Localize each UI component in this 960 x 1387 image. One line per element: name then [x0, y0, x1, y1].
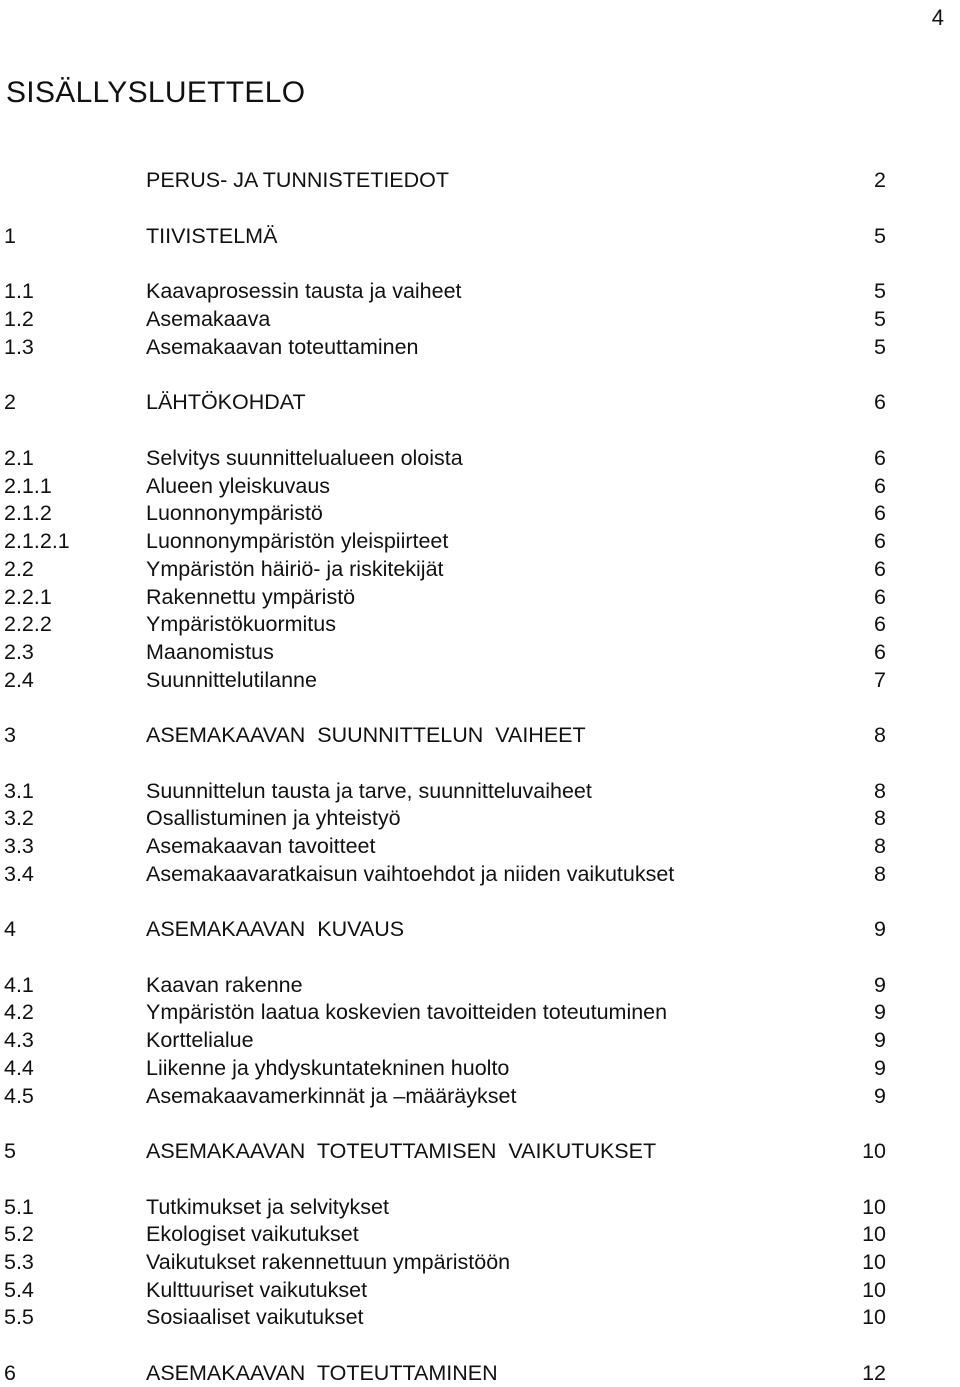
toc-entry[interactable] [0, 915, 960, 943]
toc-entry[interactable] [0, 555, 960, 583]
toc-entry-number: 5 [4, 1139, 16, 1163]
toc-entry-number: 5.5 [4, 1305, 34, 1329]
toc-entry-title: Suunnittelun tausta ja tarve, suunnitteluvaiheet [146, 779, 592, 803]
toc-entry[interactable] [0, 1303, 960, 1331]
toc-entry-number: 3 [4, 723, 16, 747]
toc-entry-page: 9 [874, 1084, 886, 1108]
toc-entry[interactable] [0, 804, 960, 832]
toc-entry-page: 6 [874, 529, 886, 553]
toc-entry[interactable] [0, 166, 960, 194]
toc-entry[interactable] [0, 305, 960, 333]
toc-entry-number: 2 [4, 390, 16, 414]
toc-entry-page: 10 [862, 1305, 886, 1329]
toc-entry-number: 3.3 [4, 834, 34, 858]
toc-entry-page: 9 [874, 1000, 886, 1024]
toc-entry-title: Luonnonympäristö [146, 501, 323, 525]
toc-entry-page: 8 [874, 779, 886, 803]
toc-entry-title: Osallistuminen ja yhteistyö [146, 806, 401, 830]
toc-entry-title: Korttelialue [146, 1028, 254, 1052]
toc-entry-page: 5 [874, 224, 886, 248]
toc-entry-number: 6 [4, 1361, 16, 1385]
toc-entry[interactable] [0, 472, 960, 500]
toc-entry-title: Asemakaava [146, 307, 271, 331]
toc-entry-number: 4.2 [4, 1000, 34, 1024]
toc-entry-page: 2 [874, 168, 886, 192]
toc-entry-number: 5.1 [4, 1195, 34, 1219]
toc-entry-number: 5.2 [4, 1222, 34, 1246]
toc-entry[interactable] [0, 860, 960, 888]
toc-entry-title: Suunnittelutilanne [146, 668, 317, 692]
toc-entry-title: ASEMAKAAVAN KUVAUS [146, 917, 405, 941]
toc-entry-page: 9 [874, 1028, 886, 1052]
toc-entry-title: LÄHTÖKOHDAT [146, 390, 306, 414]
toc-entry-title: Ympäristön häiriö- ja riskitekijät [146, 557, 444, 581]
toc-entry-title: Ekologiset vaikutukset [146, 1222, 359, 1246]
toc-entry-number: 4.5 [4, 1084, 34, 1108]
toc-entry-number: 3.4 [4, 862, 34, 886]
toc-entry-title: Maanomistus [146, 640, 274, 664]
toc-entry-number: 2.1.2.1 [4, 529, 70, 553]
toc-entry-title: Vaikutukset rakennettuun ympäristöön [146, 1250, 511, 1274]
toc-entry[interactable] [0, 388, 960, 416]
toc-entry-page: 5 [874, 335, 886, 359]
toc-entry[interactable] [0, 610, 960, 638]
toc-entry-number: 5.4 [4, 1278, 34, 1302]
toc-entry-number: 1 [4, 224, 16, 248]
toc-entry[interactable] [0, 222, 960, 250]
toc-entry-title: ASEMAKAAVAN TOTEUTTAMINEN [146, 1361, 498, 1385]
toc-entry-number: 4.1 [4, 973, 34, 997]
toc-entry-title: Asemakaavamerkinnät ja –määräykset [146, 1084, 517, 1108]
toc-entry[interactable] [0, 527, 960, 555]
toc-entry-page: 6 [874, 501, 886, 525]
toc-entry-page: 7 [874, 668, 886, 692]
toc-entry-title: Tutkimukset ja selvitykset [146, 1195, 389, 1219]
toc-entry[interactable] [0, 1193, 960, 1221]
toc-entry-title: Selvitys suunnittelualueen oloista [146, 446, 463, 470]
toc-entry-page: 6 [874, 474, 886, 498]
toc-entry[interactable] [0, 1359, 960, 1387]
toc-entry-title: Ympäristökuormitus [146, 612, 336, 636]
toc-entry-number: 2.3 [4, 640, 34, 664]
toc-entry[interactable] [0, 1026, 960, 1054]
toc-entry-number: 3.2 [4, 806, 34, 830]
toc-entry-page: 5 [874, 279, 886, 303]
toc-entry-page: 9 [874, 917, 886, 941]
toc-entry-title: Ympäristön laatua koskevien tavoitteiden toteutuminen [146, 1000, 668, 1024]
toc-entry[interactable] [0, 777, 960, 805]
toc-entry[interactable] [0, 721, 960, 749]
toc-entry-number: 2.2.1 [4, 585, 52, 609]
toc-entry-title: Sosiaaliset vaikutukset [146, 1305, 364, 1329]
toc-entry-number: 2.1.2 [4, 501, 52, 525]
page-title: SISÄLLYSLUETTELO [6, 76, 306, 109]
toc-entry-number: 2.1.1 [4, 474, 52, 498]
toc-entry[interactable] [0, 333, 960, 361]
toc-entry-number: 1.1 [4, 279, 34, 303]
toc-entry[interactable] [0, 1220, 960, 1248]
toc-entry[interactable] [0, 499, 960, 527]
toc-entry[interactable] [0, 583, 960, 611]
toc-entry[interactable] [0, 1276, 960, 1304]
toc-entry-page: 6 [874, 612, 886, 636]
toc-entry-page: 9 [874, 973, 886, 997]
toc-entry-page: 12 [862, 1361, 886, 1385]
toc-entry-title: Luonnonympäristön yleispiirteet [146, 529, 449, 553]
toc-entry-page: 10 [862, 1278, 886, 1302]
toc-entry-title: ASEMAKAAVAN SUUNNITTELUN VAIHEET [146, 723, 586, 747]
toc-entry-page: 9 [874, 1056, 886, 1080]
toc-entry-title: Kulttuuriset vaikutukset [146, 1278, 368, 1302]
toc-entry-title: Liikenne ja yhdyskuntatekninen huolto [146, 1056, 510, 1080]
toc-entry-page: 5 [874, 307, 886, 331]
toc-entry[interactable] [0, 277, 960, 305]
toc-entry-page: 6 [874, 446, 886, 470]
toc-entry-number: 4.3 [4, 1028, 34, 1052]
toc-entry[interactable] [0, 1137, 960, 1165]
toc-entry[interactable] [0, 998, 960, 1026]
toc-entry-title: PERUS- JA TUNNISTETIEDOT [146, 168, 450, 192]
toc-entry-number: 4.4 [4, 1056, 34, 1080]
toc-entry-page: 10 [862, 1139, 886, 1163]
toc-entry-number: 2.1 [4, 446, 34, 470]
toc-entry-number: 2.4 [4, 668, 34, 692]
toc-entry-number: 4 [4, 917, 16, 941]
toc-entry-page: 6 [874, 585, 886, 609]
toc-entry-page: 8 [874, 862, 886, 886]
toc-entry-number: 5.3 [4, 1250, 34, 1274]
toc-entry-title: Asemakaavaratkaisun vaihtoehdot ja niiden vaikutukset [146, 862, 675, 886]
toc-entry-title: Asemakaavan toteuttaminen [146, 335, 419, 359]
toc-entry-page: 10 [862, 1195, 886, 1219]
toc-entry-number: 1.2 [4, 307, 34, 331]
toc-entry-page: 10 [862, 1222, 886, 1246]
toc-entry[interactable] [0, 832, 960, 860]
toc-entry-page: 6 [874, 390, 886, 414]
toc-entry-page: 8 [874, 806, 886, 830]
toc-entry-title: ASEMAKAAVAN TOTEUTTAMISEN VAIKUTUKSET [146, 1139, 657, 1163]
toc-entry[interactable] [0, 971, 960, 999]
toc-entry-title: TIIVISTELMÄ [146, 224, 278, 248]
toc-entry[interactable] [0, 444, 960, 472]
toc-entry-page: 6 [874, 557, 886, 581]
toc-entry-page: 8 [874, 834, 886, 858]
toc-entry-title: Asemakaavan tavoitteet [146, 834, 376, 858]
toc-entry-page: 10 [862, 1250, 886, 1274]
toc-entry[interactable] [0, 666, 960, 694]
toc-entry-number: 1.3 [4, 335, 34, 359]
toc-entry-title: Kaavan rakenne [146, 973, 303, 997]
toc-entry-title: Kaavaprosessin tausta ja vaiheet [146, 279, 462, 303]
toc-entry[interactable] [0, 638, 960, 666]
toc-entry[interactable] [0, 1054, 960, 1082]
toc-entry-page: 6 [874, 640, 886, 664]
toc-entry[interactable] [0, 1082, 960, 1110]
toc-entry-number: 2.2 [4, 557, 34, 581]
toc-entry-number: 2.2.2 [4, 612, 52, 636]
toc-entry[interactable] [0, 1248, 960, 1276]
toc-entry-page: 8 [874, 723, 886, 747]
toc-entry-title: Alueen yleiskuvaus [146, 474, 331, 498]
toc-entry-number: 3.1 [4, 779, 34, 803]
page-number: 4 [931, 5, 944, 30]
toc-entry-title: Rakennettu ympäristö [146, 585, 356, 609]
